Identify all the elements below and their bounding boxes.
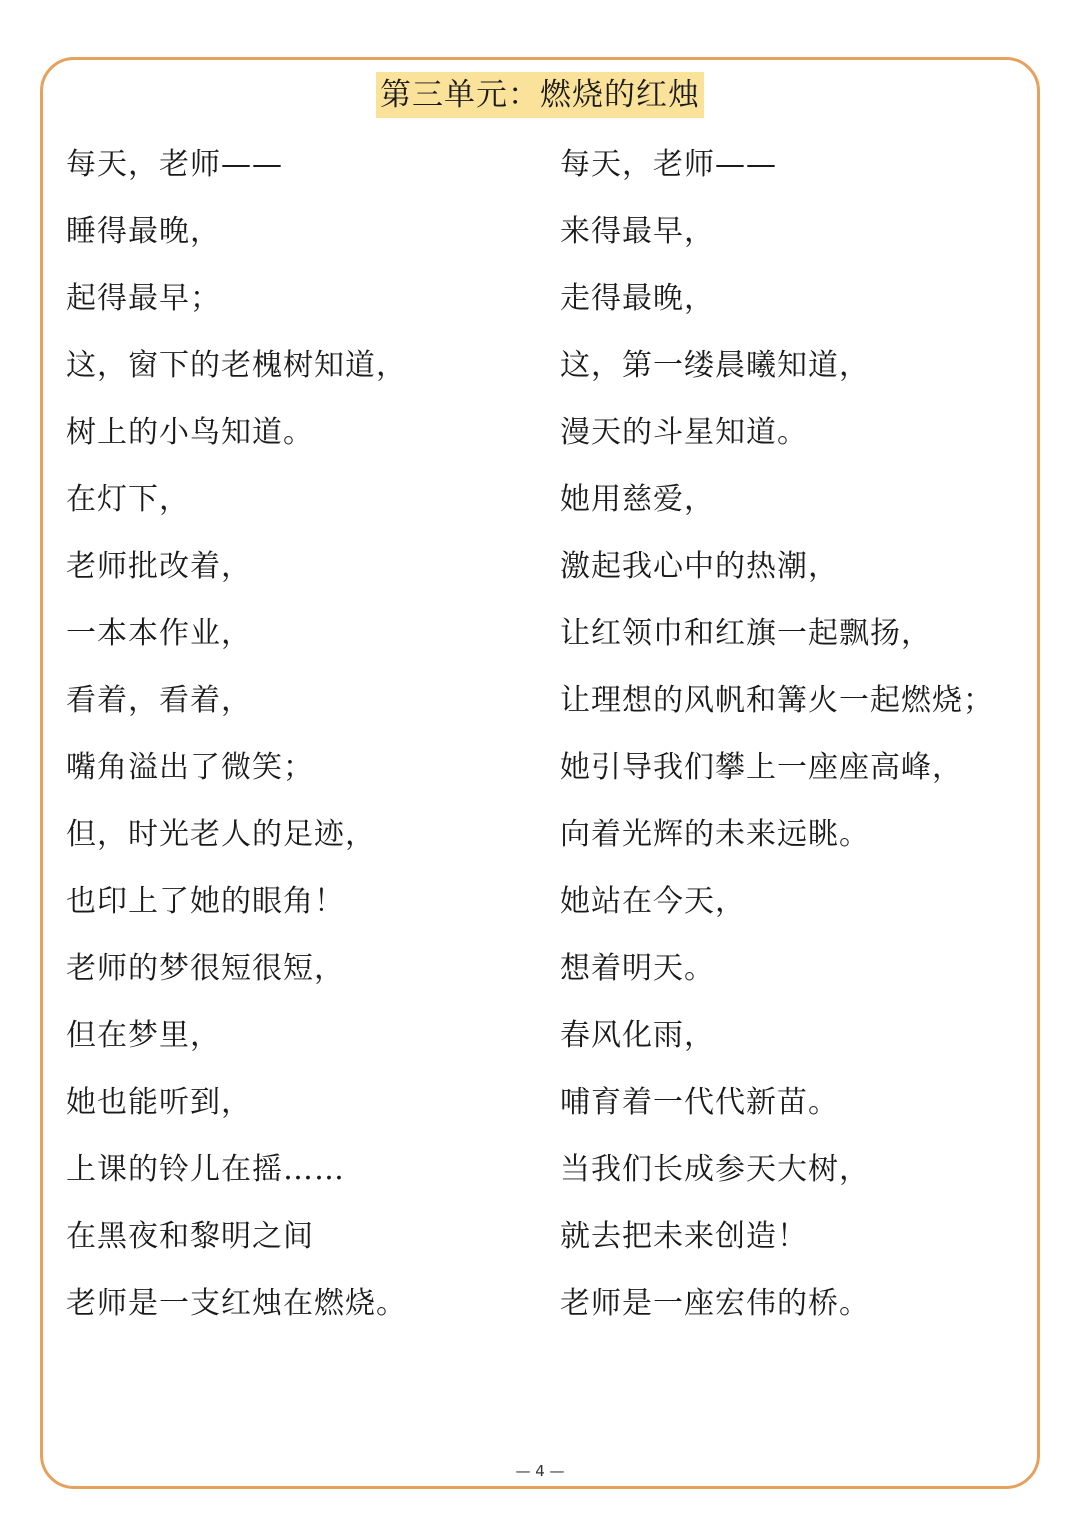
poem-line: 老师是一支红烛在燃烧。 bbox=[66, 1286, 407, 1321]
poem-line: 春风化雨， bbox=[560, 1018, 715, 1053]
poem-line: 向着光辉的未来远眺。 bbox=[560, 817, 870, 852]
poem-line: 老师批改着， bbox=[66, 549, 252, 584]
poem-line: 激起我心中的热潮， bbox=[560, 549, 839, 584]
poem-line: 就去把未来创造！ bbox=[560, 1219, 808, 1254]
page-title: 第三单元：燃烧的红烛 bbox=[376, 72, 704, 118]
poem-line: 看着，看着， bbox=[66, 683, 252, 718]
poem-line: 起得最早； bbox=[66, 281, 221, 316]
poem-line: 想着明天。 bbox=[560, 951, 715, 986]
poem-line: 每天，老师—— bbox=[560, 147, 777, 182]
poem-line: 让红领巾和红旗一起飘扬， bbox=[560, 616, 932, 651]
poem-line: 漫天的斗星知道。 bbox=[560, 415, 808, 450]
poem-line: 树上的小鸟知道。 bbox=[66, 415, 314, 450]
poem-line: 这，第一缕晨曦知道， bbox=[560, 348, 870, 383]
poem-line: 让理想的风帆和篝火一起燃烧； bbox=[560, 683, 994, 718]
poem-line: 老师是一座宏伟的桥。 bbox=[560, 1286, 870, 1321]
poem-line: 这，窗下的老槐树知道， bbox=[66, 348, 407, 383]
poem-line: 她引导我们攀上一座座高峰， bbox=[560, 750, 963, 785]
poem-line: 一本本作业， bbox=[66, 616, 252, 651]
poem-line: 来得最早， bbox=[560, 214, 715, 249]
poem-line: 上课的铃儿在摇…… bbox=[66, 1152, 345, 1187]
poem-line: 睡得最晚， bbox=[66, 214, 221, 249]
poem-line: 她站在今天， bbox=[560, 884, 746, 919]
poem-line: 也印上了她的眼角！ bbox=[66, 884, 345, 919]
poem-line: 在黑夜和黎明之间 bbox=[66, 1219, 314, 1254]
poem-line: 走得最晚， bbox=[560, 281, 715, 316]
page-number: — 4 — bbox=[515, 1462, 565, 1480]
left-poem bbox=[66, 139, 516, 1345]
poem-line: 她也能听到， bbox=[66, 1085, 252, 1120]
poem-line: 每天，老师—— bbox=[66, 147, 283, 182]
poem-line: 嘴角溢出了微笑； bbox=[66, 750, 314, 785]
right-poem bbox=[560, 139, 1030, 1345]
poem-line: 在灯下， bbox=[66, 482, 190, 517]
poem-line: 当我们长成参天大树， bbox=[560, 1152, 870, 1187]
poem-line: 老师的梦很短很短， bbox=[66, 951, 345, 986]
poem-line: 哺育着一代代新苗。 bbox=[560, 1085, 839, 1120]
poem-line: 但，时光老人的足迹， bbox=[66, 817, 376, 852]
poem-line: 她用慈爱， bbox=[560, 482, 715, 517]
poem-line: 但在梦里， bbox=[66, 1018, 221, 1053]
